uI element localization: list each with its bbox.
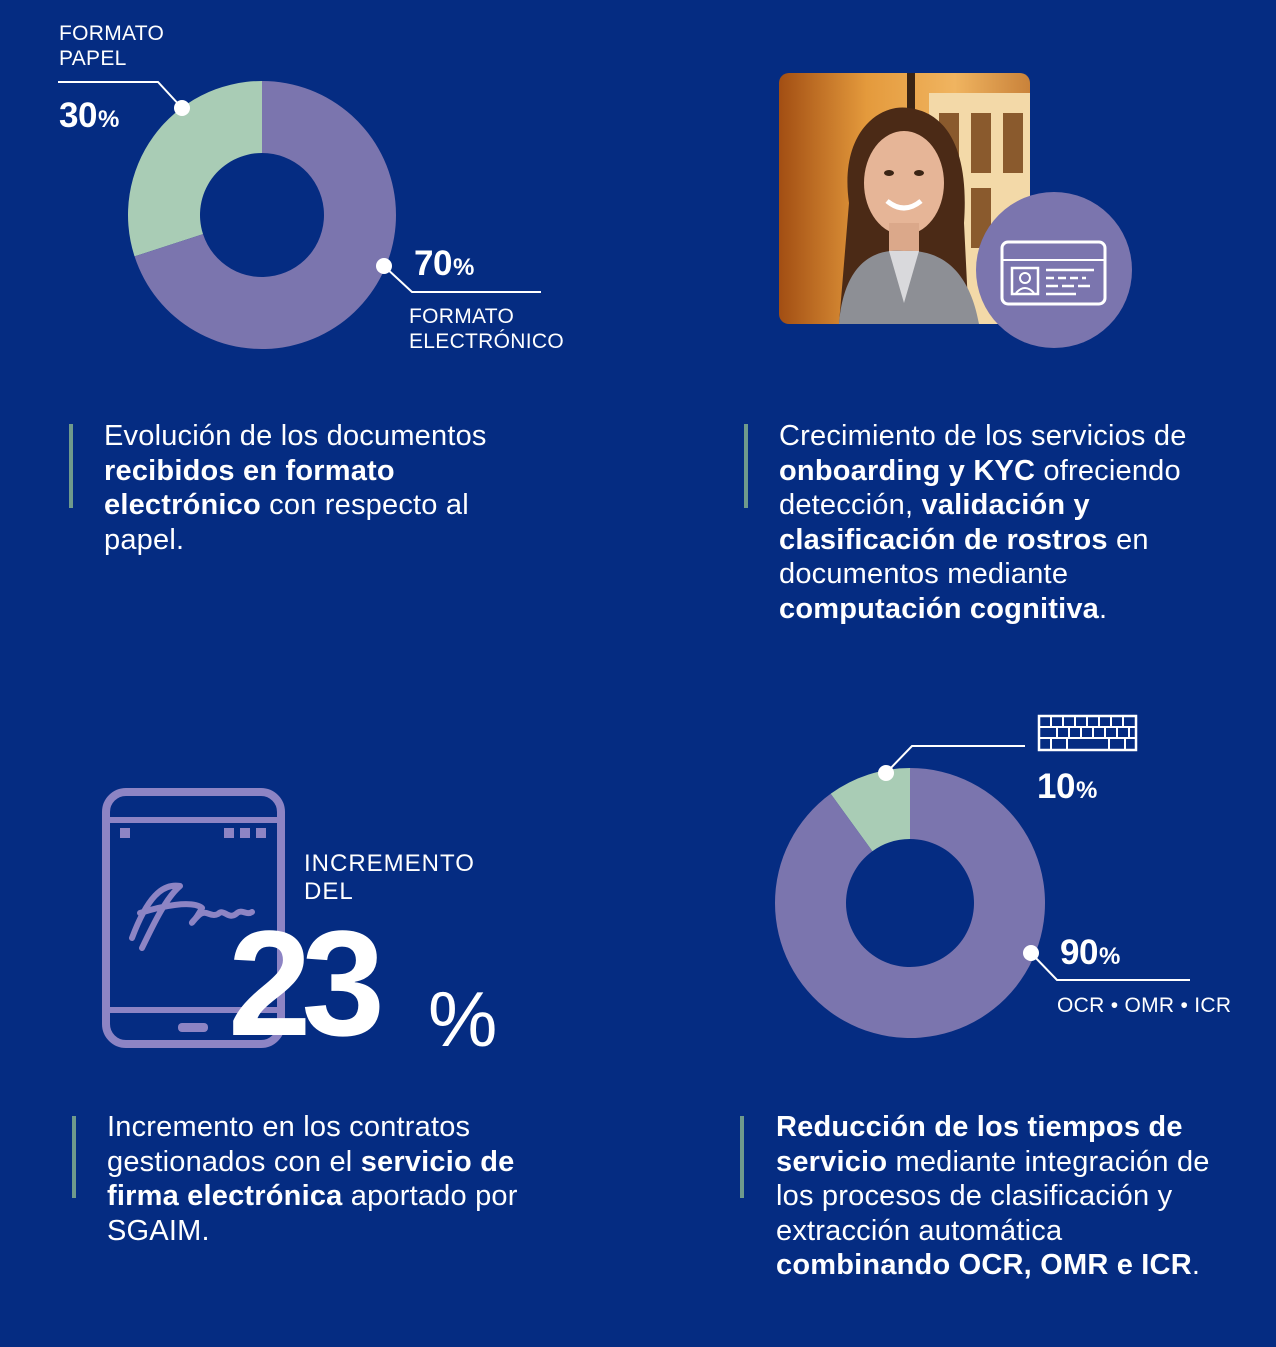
increment-label-line2: DEL <box>304 878 354 905</box>
label-formato-electronico-line2: ELECTRÓNICO <box>409 330 564 353</box>
accent-bar-4 <box>740 1116 744 1198</box>
desc2-bold-1: onboarding y KYC <box>779 454 1036 487</box>
donut-slice-1 <box>775 768 1045 1038</box>
increment-unit: % <box>428 975 498 1063</box>
label-ocr-line1: OCR • OMR • ICR <box>1057 994 1232 1017</box>
description-service-time-reduction <box>776 1110 1216 1283</box>
label-formato-papel-line2: PAPEL <box>59 47 127 70</box>
value-label-10 <box>1037 767 1097 807</box>
label-formato-electronico-line1: FORMATO <box>409 305 515 328</box>
label-ocr-omr-icr <box>1057 993 1231 1018</box>
value-electronico: 70 <box>414 244 452 283</box>
value-papel: 30 <box>59 96 97 135</box>
value-10-unit: % <box>1075 777 1097 804</box>
desc2-text-1: Crecimiento de los servicios de <box>779 420 1187 452</box>
desc4-bold-2: combinando OCR, OMR e ICR <box>776 1249 1192 1281</box>
desc3-text-2: aportado por SGAIM. <box>107 1180 518 1247</box>
desc2-text-3: en documentos mediante <box>779 523 1149 590</box>
value-electronico-unit: % <box>452 254 474 281</box>
desc1-bold-1: recibidos en formato electrónico <box>104 454 395 521</box>
value-label-90 <box>1060 933 1120 973</box>
leader-dot-0 <box>878 765 894 781</box>
leader-dot-1 <box>1023 945 1039 961</box>
desc1-text-2: con respecto al papel. <box>104 489 469 556</box>
value-90: 90 <box>1060 933 1098 972</box>
desc4-bold-1: Reducción de los tiempos de servicio <box>776 1111 1183 1178</box>
value-10: 10 <box>1037 767 1075 806</box>
desc4-text-1: mediante integración de los procesos de clasificación y extracción automática <box>776 1145 1210 1247</box>
description-electronic-signature <box>107 1110 547 1248</box>
label-formato-papel-line1: FORMATO <box>59 22 165 45</box>
increment-value: 23 <box>228 899 375 1067</box>
value-90-unit: % <box>1098 943 1120 970</box>
desc3-text-1: Incremento en los contratos gestionados con el <box>107 1111 471 1178</box>
desc3-bold-1: servicio de firma electrónica <box>107 1145 515 1212</box>
desc2-text-4: . <box>1099 592 1108 625</box>
desc2-bold-2: validación y clasificación de rostros <box>779 489 1108 556</box>
increment-label-line1: INCREMENTO <box>304 850 475 877</box>
desc1-text-1: Evolución de los documentos <box>104 420 487 452</box>
desc2-bold-3: computación cognitiva <box>779 592 1100 625</box>
desc4-text-2: . <box>1191 1249 1201 1281</box>
desc2-text-2: ofreciendo detección, <box>779 454 1181 521</box>
keyboard-icon <box>1037 714 1138 752</box>
value-papel-unit: % <box>97 106 119 133</box>
accent-bar-3 <box>72 1116 76 1198</box>
